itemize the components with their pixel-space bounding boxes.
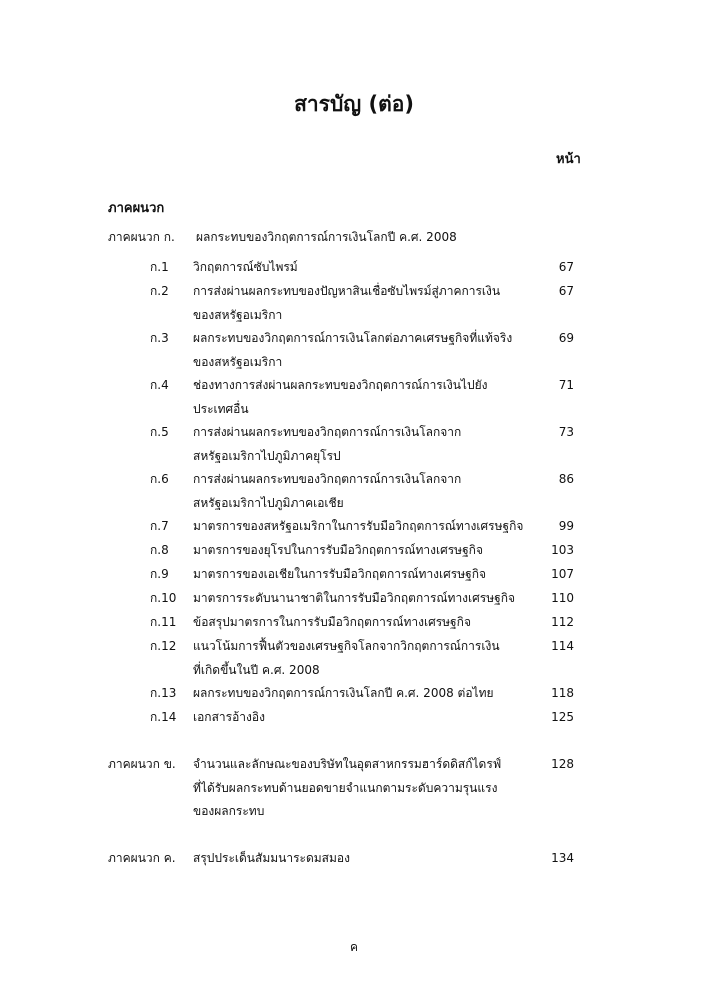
section-heading: ภาคผนวก (108, 201, 165, 216)
appendix-b-line: ของผลกระทบ (193, 804, 265, 818)
item-page: 99 (558, 519, 574, 533)
item-page: 125 (551, 710, 574, 724)
item-code: ก.8 (150, 543, 169, 557)
item-line: สหรัฐอเมริกาไปภูมิภาคยุโรป (193, 448, 341, 463)
item-line: วิกฤตการณ์ซับไพรม์ (193, 260, 298, 274)
item-line: สหรัฐอเมริกาไปภูมิภาคเอเชีย (193, 495, 344, 510)
item-code: ก.14 (150, 710, 177, 724)
item-line: เอกสารอ้างอิง (193, 710, 265, 724)
appendix-a-title: ผลกระทบของวิกฤตการณ์การเงินโลกปี ค.ศ. 2008 (196, 230, 457, 244)
item-line: ของสหรัฐอเมริกา (193, 354, 283, 369)
appendix-a-label: ภาคผนวก ก. (108, 230, 175, 244)
item-line: ของสหรัฐอเมริกา (193, 307, 283, 322)
item-code: ก.6 (150, 472, 169, 486)
item-line: มาตรการของเอเชียในการรับมือวิกฤตการณ์ทางเศรษฐกิจ (193, 567, 487, 581)
item-code: ก.4 (150, 378, 169, 392)
item-line: ช่องทางการส่งผ่านผลกระทบของวิกฤตการณ์การเงินไปยัง (193, 378, 488, 392)
item-line: ข้อสรุปมาตรการในการรับมือวิกฤตการณ์ทางเศรษฐกิจ (193, 615, 471, 629)
item-code: ก.12 (150, 639, 177, 653)
item-code: ก.13 (150, 686, 177, 700)
appendix-c-label: ภาคผนวก ค. (108, 851, 176, 865)
appendix-c-page: 134 (551, 851, 574, 865)
item-code: ก.1 (150, 260, 169, 274)
item-page: 67 (558, 260, 574, 274)
item-line: การส่งผ่านผลกระทบของปัญหาสินเชื่อซับไพรม์สู่ภาคการเงิน (193, 284, 501, 298)
item-page: 110 (551, 591, 574, 605)
appendix-b-label: ภาคผนวก ข. (108, 757, 176, 771)
page-column-header: หน้า (556, 152, 581, 167)
item-code: ก.2 (150, 284, 169, 298)
item-line: ผลกระทบของวิกฤตการณ์การเงินโลกต่อภาคเศรษฐกิจที่แท้จริง (193, 331, 513, 345)
item-code: ก.3 (150, 331, 169, 345)
item-code: ก.9 (150, 567, 169, 581)
item-page: 114 (551, 639, 574, 653)
item-line: แนวโน้มการฟื้นตัวของเศรษฐกิจโลกจากวิกฤตการณ์การเงิน (193, 639, 500, 653)
item-line: มาตรการของสหรัฐอเมริกาในการรับมือวิกฤตการณ์ทางเศรษฐกิจ (193, 519, 524, 533)
item-page: 73 (558, 425, 574, 439)
item-page: 112 (551, 615, 574, 629)
item-page: 67 (558, 284, 574, 298)
appendix-b-line: จำนวนและลักษณะของบริษัทในอุตสาหกรรมฮาร์ดดิสก์ไดรฟ์ (193, 757, 502, 771)
item-line: ผลกระทบของวิกฤตการณ์การเงินโลกปี ค.ศ. 2008 ต่อไทย (193, 686, 494, 700)
appendix-b-line: ที่ได้รับผลกระทบด้านยอดขายจำแนกตามระดับความรุนแรง (193, 780, 498, 795)
item-line: การส่งผ่านผลกระทบของวิกฤตการณ์การเงินโลกจาก (193, 425, 462, 439)
item-line: ประเทศอื่น (193, 401, 249, 416)
item-page: 107 (551, 567, 574, 581)
item-code: ก.7 (150, 519, 169, 533)
appendix-c-line: สรุปประเด็นสัมมนาระดมสมอง (193, 851, 350, 865)
item-line: การส่งผ่านผลกระทบของวิกฤตการณ์การเงินโลกจาก (193, 472, 462, 486)
item-line: มาตรการของยุโรปในการรับมือวิกฤตการณ์ทางเศรษฐกิจ (193, 543, 483, 557)
item-page: 69 (558, 331, 574, 345)
item-page: 103 (551, 543, 574, 557)
item-code: ก.10 (150, 591, 177, 605)
page-number: ค (349, 940, 359, 954)
appendix-b-page: 128 (551, 757, 574, 771)
item-code: ก.5 (150, 425, 169, 439)
item-line: ที่เกิดขึ้นในปี ค.ศ. 2008 (193, 662, 320, 677)
item-page: 71 (558, 378, 574, 392)
item-code: ก.11 (150, 615, 177, 629)
item-page: 118 (551, 686, 574, 700)
item-line: มาตรการระดับนานาชาติในการรับมือวิกฤตการณ์ทางเศรษฐกิจ (193, 591, 516, 605)
page-title: สารบัญ (ต่อ) (294, 92, 414, 116)
item-page: 86 (558, 472, 574, 486)
